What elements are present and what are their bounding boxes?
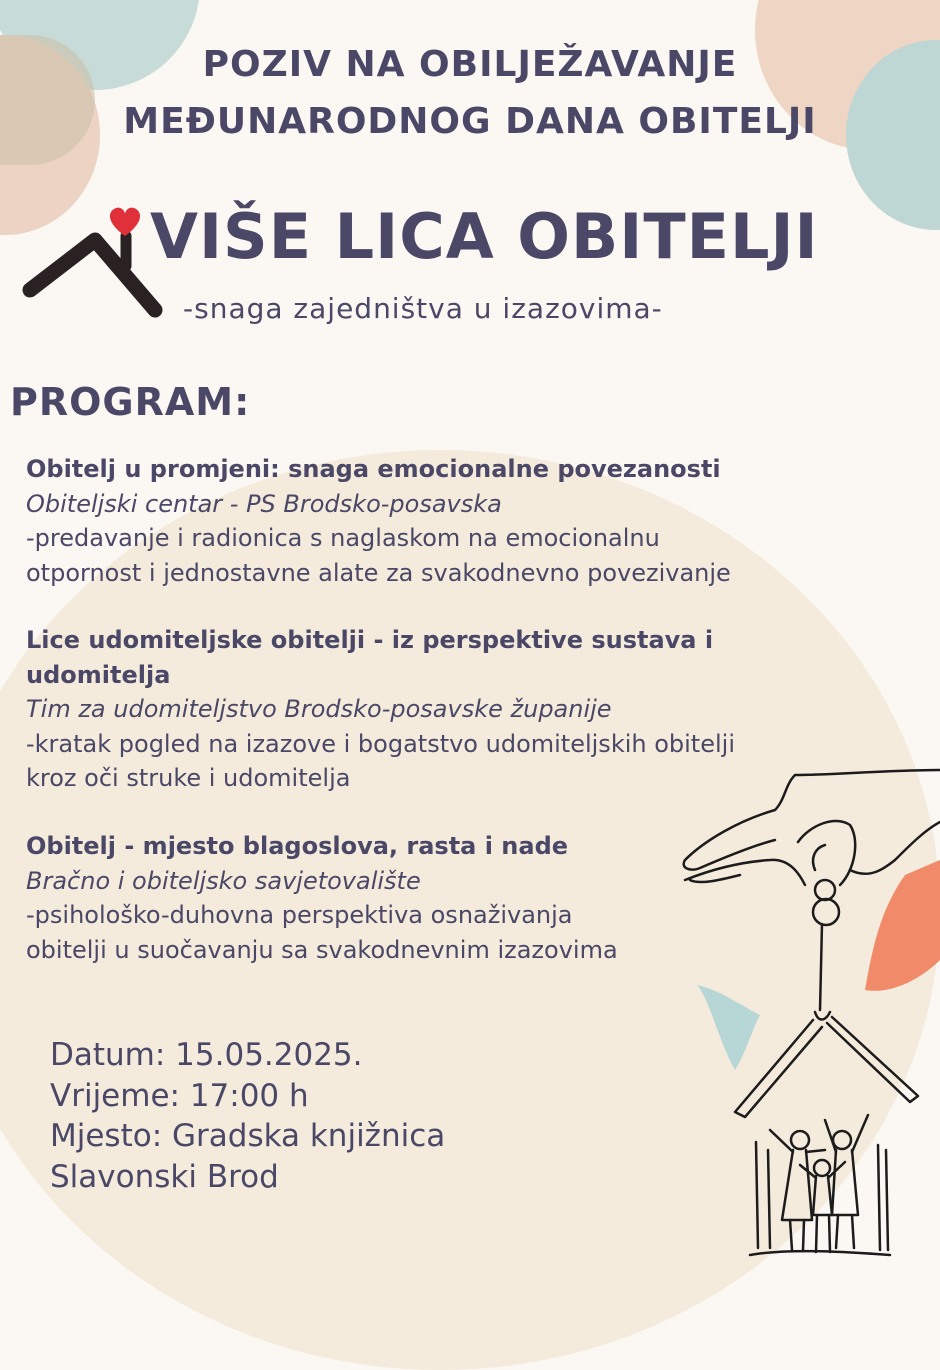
event-details — [50, 1035, 445, 1197]
program-item-title: Obitelj u promjeni: snaga emocionalne povezanosti — [26, 455, 721, 483]
program-item-organizer: Obiteljski centar - PS Brodsko-posavska — [26, 489, 502, 518]
program-item-description: obitelji u suočavanju sa svakodnevnim izazovima — [26, 935, 618, 964]
invitation-title-line1: POZIV NA OBILJEŽAVANJE — [202, 44, 738, 85]
program-item-organizer: Tim za udomiteljstvo Brodsko-posavske županije — [26, 695, 612, 723]
program-item-description: -predavanje i radionica s naglaskom na emocionalnu — [26, 524, 660, 552]
program-item-description: otpornost i jednostavne alate za svakodnevno povezivanje — [26, 558, 731, 587]
event-place: Mjesto: Gradska knjižnica — [50, 1118, 446, 1154]
program-item-description: -kratak pogled na izazove i bogatstvo udomiteljskih obitelji — [26, 729, 735, 758]
program-item-description: -psihološko-duhovna perspektiva osnaživanja — [26, 901, 573, 929]
invitation-title-line2: MEĐUNARODNOG DANA OBITELJI — [123, 101, 817, 142]
program-item-description: kroz oči struke i udomitelja — [26, 764, 351, 792]
program-item — [26, 623, 916, 796]
program-item — [26, 829, 916, 967]
event-date: Datum: 15.05.2025. — [50, 1037, 363, 1073]
event-title: VIŠE LICA OBITELJI — [150, 200, 819, 273]
event-time: Vrijeme: 17:00 h — [50, 1077, 309, 1114]
teal-paper-scrap — [697, 985, 760, 1070]
program-item-title: Obitelj - mjesto blagoslova, rasta i nade — [26, 832, 569, 860]
program-item — [26, 452, 916, 590]
event-place-city: Slavonski Brod — [50, 1158, 279, 1195]
program-item-title: Lice udomiteljske obitelji - iz perspektive sustava i — [26, 626, 714, 654]
program-heading: PROGRAM: — [10, 380, 251, 424]
heart-icon — [110, 208, 140, 236]
program-item-organizer: Bračno i obiteljsko savjetovalište — [26, 866, 421, 895]
house-heart-icon — [30, 208, 155, 310]
event-subtitle: -snaga zajedništva u izazovima- — [183, 292, 663, 325]
program-item-title: udomitelja — [26, 660, 171, 689]
